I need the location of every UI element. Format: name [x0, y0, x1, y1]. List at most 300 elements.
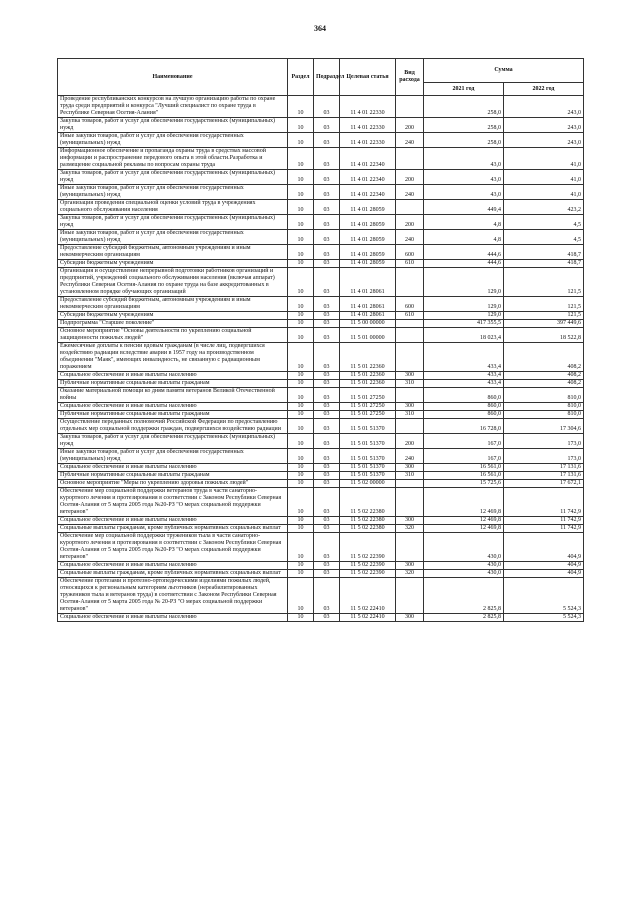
table-row — [58, 230, 584, 245]
row-expense-type — [396, 480, 424, 488]
row-sum-2022: 418,7 — [504, 260, 584, 268]
row-subsection: 03 — [314, 411, 340, 419]
row-sum-2021: 860,0 — [424, 388, 504, 403]
table-row — [58, 488, 584, 517]
row-target: 11 4 01 28059 — [340, 245, 396, 260]
table-row — [58, 118, 584, 133]
row-sum-2021: 129,0 — [424, 268, 504, 297]
table-header — [58, 59, 584, 96]
table-row — [58, 419, 584, 434]
row-target: 11 5 02 22410 — [340, 614, 396, 622]
row-subsection: 03 — [314, 570, 340, 578]
row-subsection: 03 — [314, 434, 340, 449]
row-name: Иные закупки товаров, работ и услуг для обеспечения государственных (муниципальных) нужд — [58, 185, 288, 200]
table-row — [58, 517, 584, 525]
row-section: 10 — [288, 411, 314, 419]
row-subsection: 03 — [314, 133, 340, 148]
row-sum-2022: 810,0 — [504, 411, 584, 419]
row-expense-type: 240 — [396, 230, 424, 245]
row-name: Социальные выплаты гражданам, кроме публичных нормативных социальных выплат — [58, 570, 288, 578]
table-row — [58, 372, 584, 380]
row-name: Обеспечение протезами и протезно-ортопедическими изделиями пожилых людей, относящихся к региональным категориям льготников (нереабилитированных тружеников тыла и ветеранов труда) в соответствии с Законом Республики Северная Осетия-Алания от 5 марта 2005 года № 20-РЗ "О мерах социальной поддержки ветеранов" — [58, 578, 288, 614]
row-section: 10 — [288, 419, 314, 434]
row-subsection: 03 — [314, 312, 340, 320]
row-section: 10 — [288, 464, 314, 472]
table-body — [58, 96, 584, 622]
row-expense-type: 300 — [396, 517, 424, 525]
row-sum-2022: 41,0 — [504, 148, 584, 170]
row-name: Субсидии бюджетным учреждениям — [58, 312, 288, 320]
row-target: 11 4 01 22330 — [340, 133, 396, 148]
row-target: 11 5 00 00000 — [340, 320, 396, 328]
row-target: 11 5 02 22390 — [340, 570, 396, 578]
row-target: 11 5 01 00000 — [340, 328, 396, 343]
table-row — [58, 562, 584, 570]
row-sum-2022: 121,5 — [504, 268, 584, 297]
row-sum-2021: 430,0 — [424, 562, 504, 570]
row-sum-2021: 15 725,6 — [424, 480, 504, 488]
row-sum-2022: 408,2 — [504, 343, 584, 372]
row-sum-2021: 167,0 — [424, 449, 504, 464]
row-sum-2022: 243,0 — [504, 96, 584, 118]
row-sum-2021: 449,4 — [424, 200, 504, 215]
row-expense-type: 200 — [396, 170, 424, 185]
table-row — [58, 320, 584, 328]
row-sum-2022: 404,9 — [504, 562, 584, 570]
row-sum-2022: 41,0 — [504, 185, 584, 200]
row-subsection: 03 — [314, 170, 340, 185]
row-section: 10 — [288, 372, 314, 380]
row-target: 11 4 01 22330 — [340, 118, 396, 133]
row-expense-type — [396, 388, 424, 403]
row-section: 10 — [288, 328, 314, 343]
row-sum-2022: 423,2 — [504, 200, 584, 215]
row-expense-type: 320 — [396, 570, 424, 578]
row-subsection: 03 — [314, 148, 340, 170]
row-sum-2021: 16 561,0 — [424, 472, 504, 480]
row-sum-2022: 810,0 — [504, 403, 584, 411]
row-sum-2021: 129,0 — [424, 312, 504, 320]
row-section: 10 — [288, 480, 314, 488]
header-expense-type: Вид расхода — [396, 59, 424, 96]
table-row — [58, 200, 584, 215]
row-sum-2021: 4,8 — [424, 215, 504, 230]
row-expense-type: 240 — [396, 449, 424, 464]
row-expense-type: 300 — [396, 372, 424, 380]
row-name: Иные закупки товаров, работ и услуг для обеспечения государственных (муниципальных) нужд — [58, 230, 288, 245]
row-sum-2021: 258,0 — [424, 118, 504, 133]
table-row — [58, 380, 584, 388]
row-sum-2022: 18 522,8 — [504, 328, 584, 343]
row-expense-type: 200 — [396, 215, 424, 230]
row-name: Обеспечение мер социальной поддержки ветеранов труда в части санаторно-курортного лечения и протезирования в соответствии с Законом Республики Северная Осетия-Алания от 5 марта 2005 года №20-РЗ "О мерах социальной поддержки ветеранов" — [58, 488, 288, 517]
table-row — [58, 268, 584, 297]
row-sum-2022: 17 131,6 — [504, 464, 584, 472]
row-subsection: 03 — [314, 230, 340, 245]
row-subsection: 03 — [314, 488, 340, 517]
row-section: 10 — [288, 570, 314, 578]
row-sum-2021: 12 469,8 — [424, 525, 504, 533]
row-target: 11 4 01 28059 — [340, 215, 396, 230]
row-sum-2021: 430,0 — [424, 570, 504, 578]
row-target: 11 5 01 51370 — [340, 464, 396, 472]
row-target: 11 5 02 22380 — [340, 525, 396, 533]
row-sum-2021: 4,8 — [424, 230, 504, 245]
row-sum-2021: 433,4 — [424, 372, 504, 380]
row-expense-type — [396, 320, 424, 328]
row-name: Социальные выплаты гражданам, кроме публичных нормативных социальных выплат — [58, 525, 288, 533]
row-name: Ежемесячные доплаты к пенсии вдовым гражданам (в числе лиц, подвергшихся воздействию радиации вследствие аварии в 1957 году на производственном объединении "Маяк", имеющих инвалидность, не связанную с радиационным поражением — [58, 343, 288, 372]
row-subsection: 03 — [314, 614, 340, 622]
row-expense-type: 600 — [396, 245, 424, 260]
header-section: Раздел — [288, 59, 314, 96]
header-subsection: Подраздел — [314, 59, 340, 96]
row-target: 11 5 01 51370 — [340, 419, 396, 434]
row-sum-2021: 43,0 — [424, 185, 504, 200]
row-name: Подпрограмма "Старшее поколение" — [58, 320, 288, 328]
table-row — [58, 96, 584, 118]
row-sum-2022: 17 304,6 — [504, 419, 584, 434]
row-sum-2022: 11 742,9 — [504, 517, 584, 525]
row-name: Публичные нормативные социальные выплаты гражданам — [58, 411, 288, 419]
row-expense-type — [396, 419, 424, 434]
table-row — [58, 328, 584, 343]
row-expense-type: 300 — [396, 464, 424, 472]
row-expense-type — [396, 148, 424, 170]
row-name: Субсидии бюджетным учреждениям — [58, 260, 288, 268]
row-expense-type — [396, 96, 424, 118]
row-name: Информационное обеспечение и пропаганда охраны труда в средствах массовой информации и распространение передового опыта в этой области.Разработка и размещение социальной рекламы по вопросам охраны труда — [58, 148, 288, 170]
row-sum-2022: 17 672,1 — [504, 480, 584, 488]
row-expense-type: 320 — [396, 525, 424, 533]
row-name: Социальное обеспечение и иные выплаты населению — [58, 614, 288, 622]
row-sum-2022: 404,9 — [504, 570, 584, 578]
row-sum-2021: 860,0 — [424, 411, 504, 419]
table-row — [58, 472, 584, 480]
row-sum-2022: 404,9 — [504, 533, 584, 562]
row-target: 11 5 02 22380 — [340, 488, 396, 517]
row-sum-2021: 167,0 — [424, 434, 504, 449]
row-expense-type — [396, 268, 424, 297]
row-subsection: 03 — [314, 525, 340, 533]
row-target: 11 5 01 27250 — [340, 411, 396, 419]
row-subsection: 03 — [314, 472, 340, 480]
row-section: 10 — [288, 388, 314, 403]
row-expense-type — [396, 328, 424, 343]
row-target: 11 4 01 22340 — [340, 148, 396, 170]
row-sum-2022: 121,5 — [504, 312, 584, 320]
row-section: 10 — [288, 133, 314, 148]
row-name: Социальное обеспечение и иные выплаты населению — [58, 562, 288, 570]
row-sum-2022: 418,7 — [504, 245, 584, 260]
row-expense-type: 300 — [396, 562, 424, 570]
row-sum-2022: 5 524,3 — [504, 614, 584, 622]
row-sum-2022: 4,5 — [504, 230, 584, 245]
row-section: 10 — [288, 312, 314, 320]
row-section: 10 — [288, 320, 314, 328]
table-row — [58, 148, 584, 170]
row-expense-type: 300 — [396, 403, 424, 411]
row-name: Закупка товаров, работ и услуг для обеспечения государственных (муниципальных) нужд — [58, 170, 288, 185]
row-sum-2021: 2 825,8 — [424, 578, 504, 614]
row-subsection: 03 — [314, 96, 340, 118]
row-sum-2022: 41,0 — [504, 170, 584, 185]
row-expense-type: 610 — [396, 312, 424, 320]
row-target: 11 5 01 51370 — [340, 434, 396, 449]
table-row — [58, 614, 584, 622]
row-sum-2021: 444,6 — [424, 260, 504, 268]
row-name: Предоставление субсидий бюджетным, автономным учреждениям и иным некоммерческим организациям — [58, 297, 288, 312]
row-subsection: 03 — [314, 562, 340, 570]
row-name: Социальное обеспечение и иные выплаты населению — [58, 464, 288, 472]
row-sum-2022: 4,5 — [504, 215, 584, 230]
row-section: 10 — [288, 260, 314, 268]
row-subsection: 03 — [314, 372, 340, 380]
table-row — [58, 215, 584, 230]
row-subsection: 03 — [314, 380, 340, 388]
row-target: 11 4 01 28061 — [340, 312, 396, 320]
row-sum-2021: 258,0 — [424, 133, 504, 148]
row-name: Основное мероприятие "Меры по укреплению здоровья пожилых людей" — [58, 480, 288, 488]
row-name: Обеспечение мер социальной поддержки тружеников тыла в части санаторно-курортного лечения и протезирования в соответствии с Законом Республики Северная Осетия-Алания от 5 марта 2005 года №20-РЗ "О мерах социальной поддержки ветеранов" — [58, 533, 288, 562]
table-row — [58, 133, 584, 148]
row-subsection: 03 — [314, 517, 340, 525]
row-subsection: 03 — [314, 403, 340, 411]
row-sum-2021: 43,0 — [424, 148, 504, 170]
table-row — [58, 245, 584, 260]
row-target: 11 4 01 28059 — [340, 260, 396, 268]
row-target: 11 4 01 28061 — [340, 268, 396, 297]
row-section: 10 — [288, 614, 314, 622]
header-sum: Сумма — [424, 59, 584, 83]
row-expense-type: 310 — [396, 380, 424, 388]
row-name: Осуществление переданных полномочий Российской Федерации по предоставлению отдельных мер социальной поддержки граждан, подвергшихся воздействию радиации — [58, 419, 288, 434]
row-subsection: 03 — [314, 343, 340, 372]
row-section: 10 — [288, 297, 314, 312]
table-row — [58, 170, 584, 185]
row-sum-2021: 430,0 — [424, 533, 504, 562]
row-name: Проведение республиканских конкурсов на лучшую организацию работы по охране труда среди предприятий и конкурса "Лучший специалист по охране труда в Республике Северная Осетия-Алания" — [58, 96, 288, 118]
row-sum-2021: 43,0 — [424, 170, 504, 185]
table-row — [58, 312, 584, 320]
row-sum-2022: 11 742,9 — [504, 488, 584, 517]
row-expense-type: 300 — [396, 614, 424, 622]
table-row — [58, 297, 584, 312]
row-section: 10 — [288, 268, 314, 297]
row-section: 10 — [288, 343, 314, 372]
row-sum-2021: 258,0 — [424, 96, 504, 118]
row-sum-2022: 408,2 — [504, 372, 584, 380]
row-section: 10 — [288, 403, 314, 411]
row-section: 10 — [288, 488, 314, 517]
row-sum-2022: 17 131,6 — [504, 472, 584, 480]
row-sum-2021: 433,4 — [424, 343, 504, 372]
row-subsection: 03 — [314, 118, 340, 133]
row-name: Оказание материальной помощи ко дням памяти ветеранов Великой Отечественной войны — [58, 388, 288, 403]
row-expense-type — [396, 343, 424, 372]
row-sum-2021: 444,6 — [424, 245, 504, 260]
row-section: 10 — [288, 200, 314, 215]
row-expense-type: 240 — [396, 133, 424, 148]
row-subsection: 03 — [314, 320, 340, 328]
table-row — [58, 525, 584, 533]
table-row — [58, 434, 584, 449]
row-name: Организация и осуществление непрерывной подготовки работников организаций и предприятий, учреждений социального обслуживания населения (включая аппарат) Республики Северная Осетия-Алания по охране труда на базе аккредитованных в установленном порядке обучающих организаций — [58, 268, 288, 297]
row-target: 11 5 02 22380 — [340, 517, 396, 525]
table-row — [58, 449, 584, 464]
row-target: 11 4 01 22330 — [340, 96, 396, 118]
row-sum-2021: 433,4 — [424, 380, 504, 388]
row-target: 11 5 02 22390 — [340, 562, 396, 570]
table-row — [58, 260, 584, 268]
row-name: Публичные нормативные социальные выплаты гражданам — [58, 472, 288, 480]
row-sum-2022: 810,0 — [504, 388, 584, 403]
row-subsection: 03 — [314, 480, 340, 488]
row-subsection: 03 — [314, 260, 340, 268]
row-name: Иные закупки товаров, работ и услуг для обеспечения государственных (муниципальных) нужд — [58, 449, 288, 464]
row-subsection: 03 — [314, 200, 340, 215]
row-target: 11 5 02 22390 — [340, 533, 396, 562]
table-row — [58, 185, 584, 200]
row-name: Публичные нормативные социальные выплаты гражданам — [58, 380, 288, 388]
row-target: 11 5 01 27250 — [340, 388, 396, 403]
row-target: 11 5 01 51370 — [340, 449, 396, 464]
row-target: 11 5 01 22360 — [340, 380, 396, 388]
table-row — [58, 480, 584, 488]
row-name: Закупка товаров, работ и услуг для обеспечения государственных (муниципальных) нужд — [58, 434, 288, 449]
header-year-2022: 2022 год — [504, 83, 584, 96]
header-name: Наименование — [58, 59, 288, 96]
row-section: 10 — [288, 245, 314, 260]
row-subsection: 03 — [314, 449, 340, 464]
row-subsection: 03 — [314, 328, 340, 343]
row-target: 11 5 02 00000 — [340, 480, 396, 488]
row-expense-type — [396, 488, 424, 517]
row-sum-2022: 243,0 — [504, 118, 584, 133]
row-sum-2022: 408,2 — [504, 380, 584, 388]
row-section: 10 — [288, 533, 314, 562]
row-section: 10 — [288, 230, 314, 245]
row-expense-type: 310 — [396, 411, 424, 419]
row-sum-2021: 12 469,8 — [424, 517, 504, 525]
row-sum-2021: 12 469,8 — [424, 488, 504, 517]
row-target: 11 4 01 28061 — [340, 297, 396, 312]
row-name: Социальное обеспечение и иные выплаты населению — [58, 517, 288, 525]
row-expense-type: 610 — [396, 260, 424, 268]
row-sum-2022: 243,0 — [504, 133, 584, 148]
row-target: 11 5 01 27250 — [340, 403, 396, 411]
row-section: 10 — [288, 434, 314, 449]
row-subsection: 03 — [314, 297, 340, 312]
row-subsection: 03 — [314, 419, 340, 434]
row-name: Закупка товаров, работ и услуг для обеспечения государственных (муниципальных) нужд — [58, 215, 288, 230]
row-name: Основное мероприятие "Основы деятельности по укреплению социальной защищенности пожилых людей" — [58, 328, 288, 343]
row-target: 11 4 01 22340 — [340, 185, 396, 200]
table-row — [58, 570, 584, 578]
table-row — [58, 464, 584, 472]
row-section: 10 — [288, 96, 314, 118]
row-target: 11 5 01 22360 — [340, 372, 396, 380]
row-section: 10 — [288, 148, 314, 170]
row-sum-2021: 860,0 — [424, 403, 504, 411]
row-expense-type — [396, 200, 424, 215]
page-number: 364 — [314, 24, 326, 33]
header-year-2021: 2021 год — [424, 83, 504, 96]
table-row — [58, 403, 584, 411]
budget-table — [57, 58, 584, 622]
table-row — [58, 578, 584, 614]
row-target: 11 4 01 28059 — [340, 200, 396, 215]
row-sum-2022: 121,5 — [504, 297, 584, 312]
row-name: Иные закупки товаров, работ и услуг для обеспечения государственных (муниципальных) нужд — [58, 133, 288, 148]
row-subsection: 03 — [314, 388, 340, 403]
row-sum-2022: 11 742,9 — [504, 525, 584, 533]
row-sum-2022: 173,0 — [504, 434, 584, 449]
row-subsection: 03 — [314, 533, 340, 562]
row-expense-type — [396, 578, 424, 614]
row-expense-type: 200 — [396, 434, 424, 449]
row-subsection: 03 — [314, 464, 340, 472]
row-sum-2021: 417 355,5 — [424, 320, 504, 328]
table-row — [58, 343, 584, 372]
row-section: 10 — [288, 118, 314, 133]
row-target: 11 5 01 22360 — [340, 343, 396, 372]
row-section: 10 — [288, 517, 314, 525]
row-subsection: 03 — [314, 215, 340, 230]
row-name: Организация проведения специальной оценки условий труда в учреждениях социального обслуживания населения — [58, 200, 288, 215]
row-sum-2021: 2 825,8 — [424, 614, 504, 622]
row-name: Социальное обеспечение и иные выплаты населению — [58, 403, 288, 411]
row-section: 10 — [288, 215, 314, 230]
header-target: Целевая статья — [340, 59, 396, 96]
row-expense-type: 600 — [396, 297, 424, 312]
row-section: 10 — [288, 472, 314, 480]
row-expense-type — [396, 533, 424, 562]
row-section: 10 — [288, 562, 314, 570]
row-sum-2021: 129,0 — [424, 297, 504, 312]
row-expense-type: 200 — [396, 118, 424, 133]
row-sum-2022: 5 524,3 — [504, 578, 584, 614]
row-sum-2021: 16 561,0 — [424, 464, 504, 472]
table-row — [58, 388, 584, 403]
row-sum-2022: 397 449,6 — [504, 320, 584, 328]
row-target: 11 4 01 28059 — [340, 230, 396, 245]
table-row — [58, 411, 584, 419]
row-section: 10 — [288, 578, 314, 614]
row-target: 11 4 01 22340 — [340, 170, 396, 185]
row-expense-type: 310 — [396, 472, 424, 480]
row-sum-2021: 16 728,0 — [424, 419, 504, 434]
table-row — [58, 533, 584, 562]
row-expense-type: 240 — [396, 185, 424, 200]
row-name: Предоставление субсидий бюджетным, автономным учреждениям и иным некоммерческим организациям — [58, 245, 288, 260]
row-target: 11 5 02 22410 — [340, 578, 396, 614]
row-section: 10 — [288, 170, 314, 185]
row-section: 10 — [288, 185, 314, 200]
row-section: 10 — [288, 380, 314, 388]
row-sum-2021: 18 023,4 — [424, 328, 504, 343]
row-section: 10 — [288, 525, 314, 533]
row-section: 10 — [288, 449, 314, 464]
row-subsection: 03 — [314, 245, 340, 260]
row-subsection: 03 — [314, 268, 340, 297]
row-subsection: 03 — [314, 185, 340, 200]
row-name: Закупка товаров, работ и услуг для обеспечения государственных (муниципальных) нужд — [58, 118, 288, 133]
row-sum-2022: 173,0 — [504, 449, 584, 464]
row-subsection: 03 — [314, 578, 340, 614]
row-target: 11 5 01 51370 — [340, 472, 396, 480]
row-name: Социальное обеспечение и иные выплаты населению — [58, 372, 288, 380]
